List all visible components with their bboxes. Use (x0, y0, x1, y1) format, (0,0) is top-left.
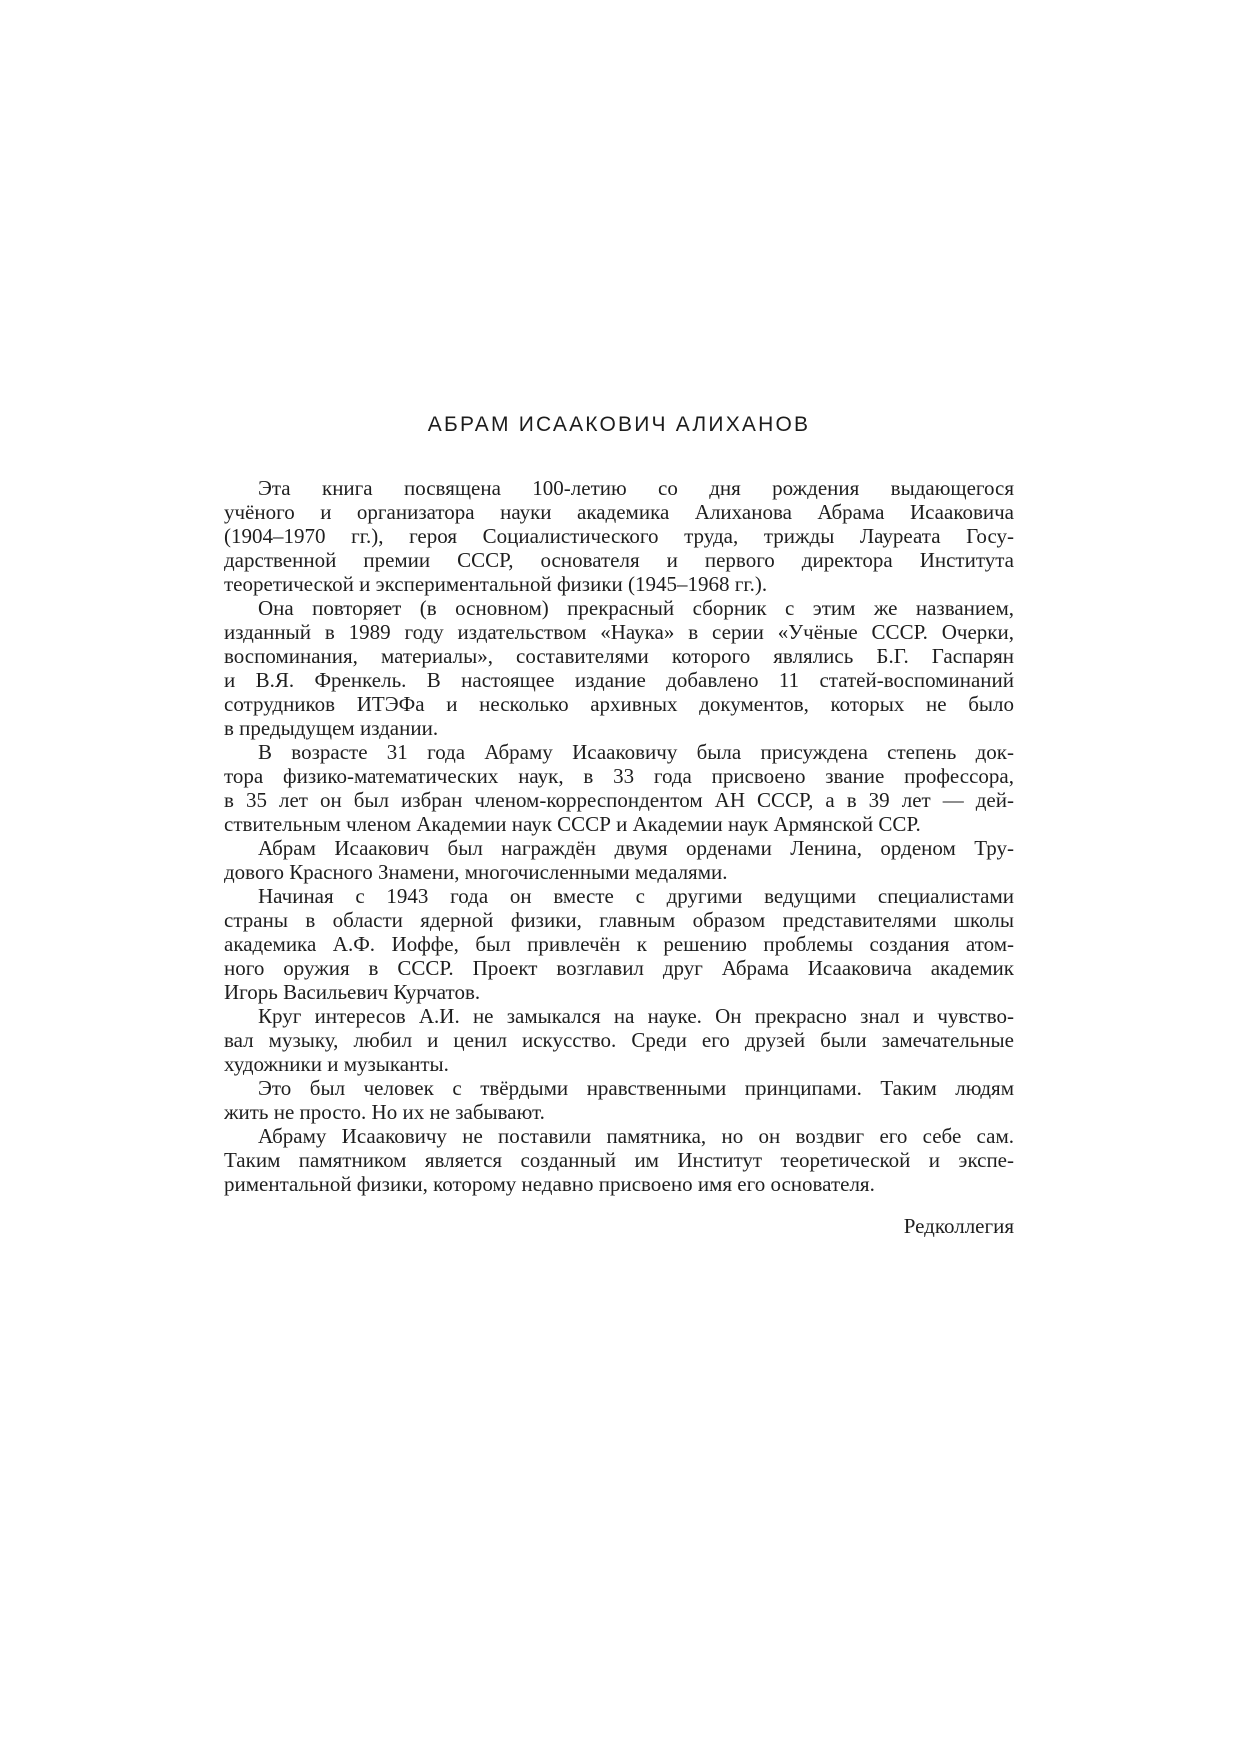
paragraph-line: ствительным членом Академии наук СССР и Академии наук Армянской ССР. (224, 812, 921, 836)
paragraph (224, 740, 1014, 836)
paragraph-line: В возрасте 31 года Абраму Исааковичу была присуждена степень док- (258, 740, 1014, 764)
paragraph (224, 1076, 1014, 1124)
paragraph-line: Эта книга посвящена 100-летию со дня рождения выдающегося (258, 476, 1014, 500)
paragraph-line: тора физико-математических наук, в 33 года присвоено звание профессора, (224, 764, 1014, 788)
paragraph (224, 836, 1014, 884)
paragraph (224, 1124, 1014, 1196)
paragraph-line: жить не просто. Но их не забывают. (224, 1100, 545, 1124)
paragraph-line: Это был человек с твёрдыми нравственными принципами. Таким людям (258, 1076, 1014, 1100)
paragraph-line: Она повторяет (в основном) прекрасный сборник с этим же названием, (258, 596, 1014, 620)
paragraph-line: сотрудников ИТЭФа и несколько архивных документов, которых не было (224, 692, 1014, 716)
paragraph-line: в 35 лет он был избран членом-корреспондентом АН СССР, а в 39 лет — дей- (224, 788, 1014, 812)
paragraph-line: Начиная с 1943 года он вместе с другими ведущими специалистами (258, 884, 1014, 908)
paragraph-line: Абраму Исааковичу не поставили памятника, но он воздвиг его себе сам. (258, 1124, 1014, 1148)
paragraph-line: воспоминания, материалы», составителями которого являлись Б.Г. Гаспарян (224, 644, 1014, 668)
paragraph (224, 884, 1014, 1004)
page-title: АБРАМ ИСААКОВИЧ АЛИХАНОВ (427, 413, 811, 436)
paragraph-line: учёного и организатора науки академика Алиханова Абрама Исааковича (224, 500, 1014, 524)
paragraph (224, 1004, 1014, 1076)
paragraph-line: Таким памятником является созданный им Институт теоретической и экспе- (224, 1148, 1014, 1172)
paragraph-line: (1904–1970 гг.), героя Социалистического труда, трижды Лауреата Госу- (224, 524, 1014, 548)
paragraph-line: риментальной физики, которому недавно присвоено имя его основателя. (224, 1172, 875, 1196)
paragraph-line: изданный в 1989 году издательством «Наука» в серии «Учёные СССР. Очерки, (224, 620, 1014, 644)
paragraph-line: Игорь Васильевич Курчатов. (224, 980, 481, 1004)
paragraph-line: и В.Я. Френкель. В настоящее издание добавлено 11 статей-воспоминаний (224, 668, 1014, 692)
paragraph-line: художники и музыканты. (224, 1052, 449, 1076)
paragraph (224, 476, 1014, 596)
paragraph-line: теоретической и экспериментальной физики (1945–1968 гг.). (224, 572, 768, 596)
paragraph-line: Абрам Исаакович был награждён двумя орденами Ленина, орденом Тру- (258, 836, 1014, 860)
paragraph-line: в предыдущем издании. (224, 716, 439, 740)
paragraph-line: вал музыку, любил и ценил искусство. Среди его друзей были замечательные (224, 1028, 1014, 1052)
paragraph-line: ного оружия в СССР. Проект возглавил друг Абрама Исааковича академик (224, 956, 1014, 980)
signature: Редколлегия (903, 1214, 1014, 1238)
paragraph-line: дарственной премии СССР, основателя и первого директора Института (224, 548, 1014, 572)
paragraph-line: академика А.Ф. Иоффе, был привлечён к решению проблемы создания атом- (224, 932, 1014, 956)
paragraph-line: дового Красного Знамени, многочисленными медалями. (224, 860, 728, 884)
paragraph-line: страны в области ядерной физики, главным образом представителями школы (224, 908, 1014, 932)
paragraph-line: Круг интересов А.И. не замыкался на науке. Он прекрасно знал и чувство- (258, 1004, 1014, 1028)
paragraph (224, 596, 1014, 740)
body-text (224, 476, 1014, 1196)
